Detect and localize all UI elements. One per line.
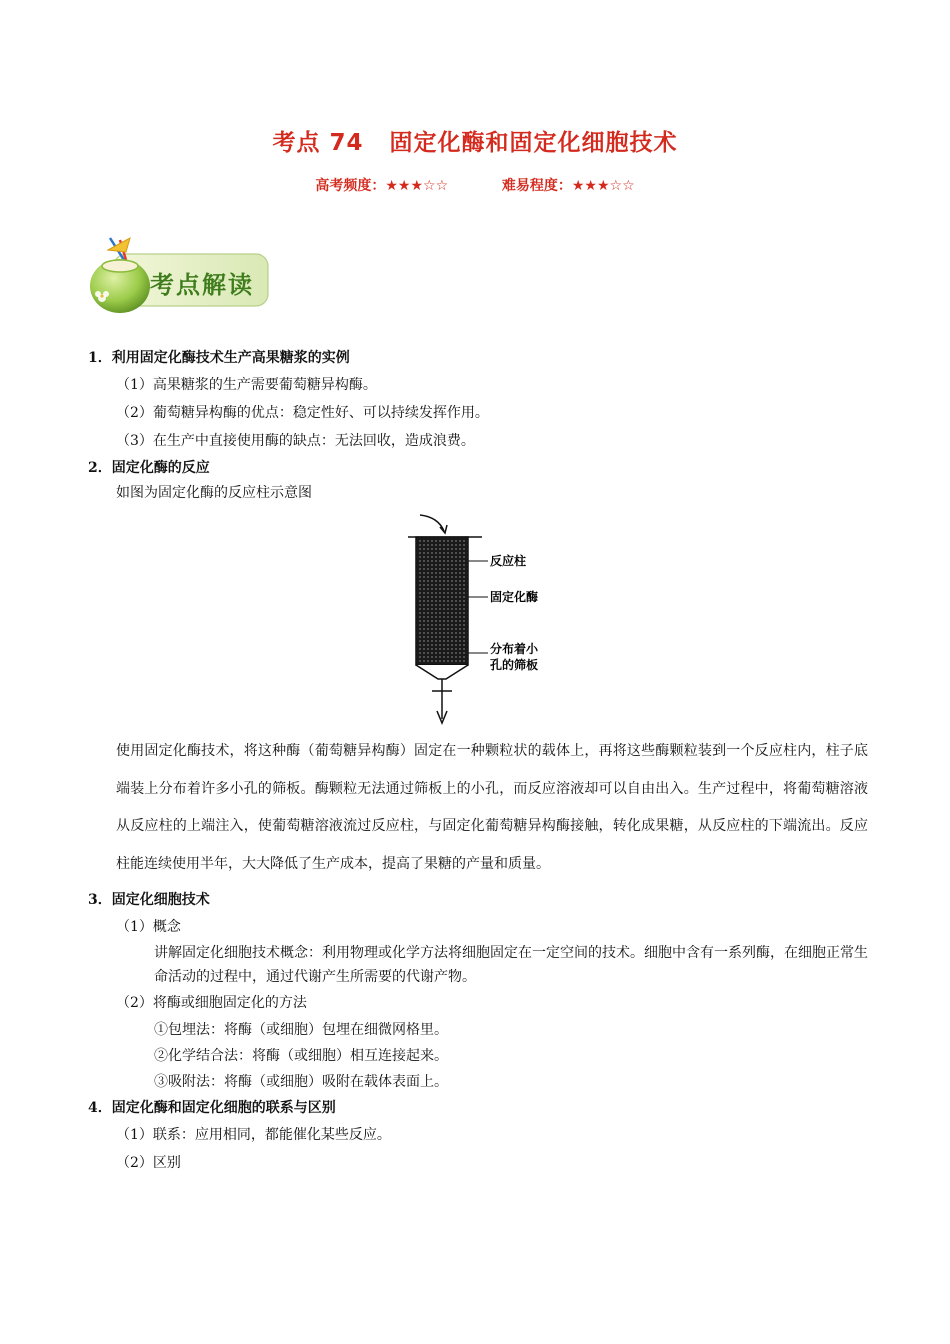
difficulty-stars: ★★★☆☆ <box>571 178 635 194</box>
main-content <box>88 345 868 1177</box>
subheading-concept: （1）概念 <box>116 919 181 935</box>
list-item: ③吸附法：将酶（或细胞）吸附在载体表面上。 <box>154 1074 448 1090</box>
subheading-methods: （2）将酶或细胞固定化的方法 <box>116 995 307 1011</box>
label-sieve-plate-line1: 分布着小 <box>490 642 539 656</box>
reaction-column-figure <box>88 505 868 733</box>
frequency-label: 高考频度： <box>315 178 386 194</box>
label-immobilized-enzyme: 固定化酶 <box>490 590 539 604</box>
column-description-paragraph: 使用固定化酶技术，将这种酶（葡萄糖异构酶）固定在一种颗粒状的载体上，再将这些酶颗粒装到一个反应柱内，柱子底端装上分布着许多小孔的筛板。酶颗粒无法通过筛板上的小孔，而反应溶液却可以自由出入。生产过程中，将葡萄糖溶液从反应柱的上端注入，使葡萄糖溶液流过反应柱，与固定化葡萄糖异构酶接触，转化成果糖，从反应柱的下端流出。反应柱能连续使用半年，大大降低了生产成本，提高了果糖的产量和质量。 <box>116 743 868 872</box>
figure-intro: 如图为固定化酶的反应柱示意图 <box>116 485 312 501</box>
list-item: ①包埋法：将酶（或细胞）包埋在细微网格里。 <box>154 1022 448 1038</box>
concept-paragraph: 讲解固定化细胞技术概念：利用物理或化学方法将细胞固定在一定空间的技术。细胞中含有一系列酶，在细胞正常生命活动的过程中，通过代谢产生所需要的代谢产物。 <box>154 945 868 985</box>
section-2-heading: 2．固定化酶的反应 <box>88 460 210 476</box>
rating-line <box>0 175 950 195</box>
frequency-stars: ★★★☆☆ <box>385 178 449 194</box>
difficulty-label: 难易程度： <box>501 178 572 194</box>
list-item: （2）区别 <box>116 1155 181 1171</box>
list-item: （1）高果糖浆的生产需要葡萄糖异构酶。 <box>116 377 377 393</box>
section-banner <box>86 236 272 316</box>
list-item: （3）在生产中直接使用酶的缺点：无法回收，造成浪费。 <box>116 433 475 449</box>
list-item: （2）葡萄糖异构酶的优点：稳定性好、可以持续发挥作用。 <box>116 405 489 421</box>
banner-label: 考点解读 <box>150 271 254 299</box>
section-3-heading: 3．固定化细胞技术 <box>88 892 210 908</box>
label-sieve-plate-line2: 孔的筛板 <box>490 658 539 672</box>
title-number: 考点 74 <box>272 130 364 156</box>
title-text: 固定化酶和固定化细胞技术 <box>389 130 678 156</box>
list-item: ②化学结合法：将酶（或细胞）相互连接起来。 <box>154 1048 448 1064</box>
label-reaction-column: 反应柱 <box>490 554 527 568</box>
list-item: （1）联系：应用相同，都能催化某些反应。 <box>116 1127 391 1143</box>
section-4-heading: 4．固定化酶和固定化细胞的联系与区别 <box>88 1100 336 1116</box>
section-1-heading: 1．利用固定化酶技术生产高果糖浆的实例 <box>88 350 350 366</box>
page-title <box>0 124 950 157</box>
reaction-column-diagram <box>398 511 578 729</box>
